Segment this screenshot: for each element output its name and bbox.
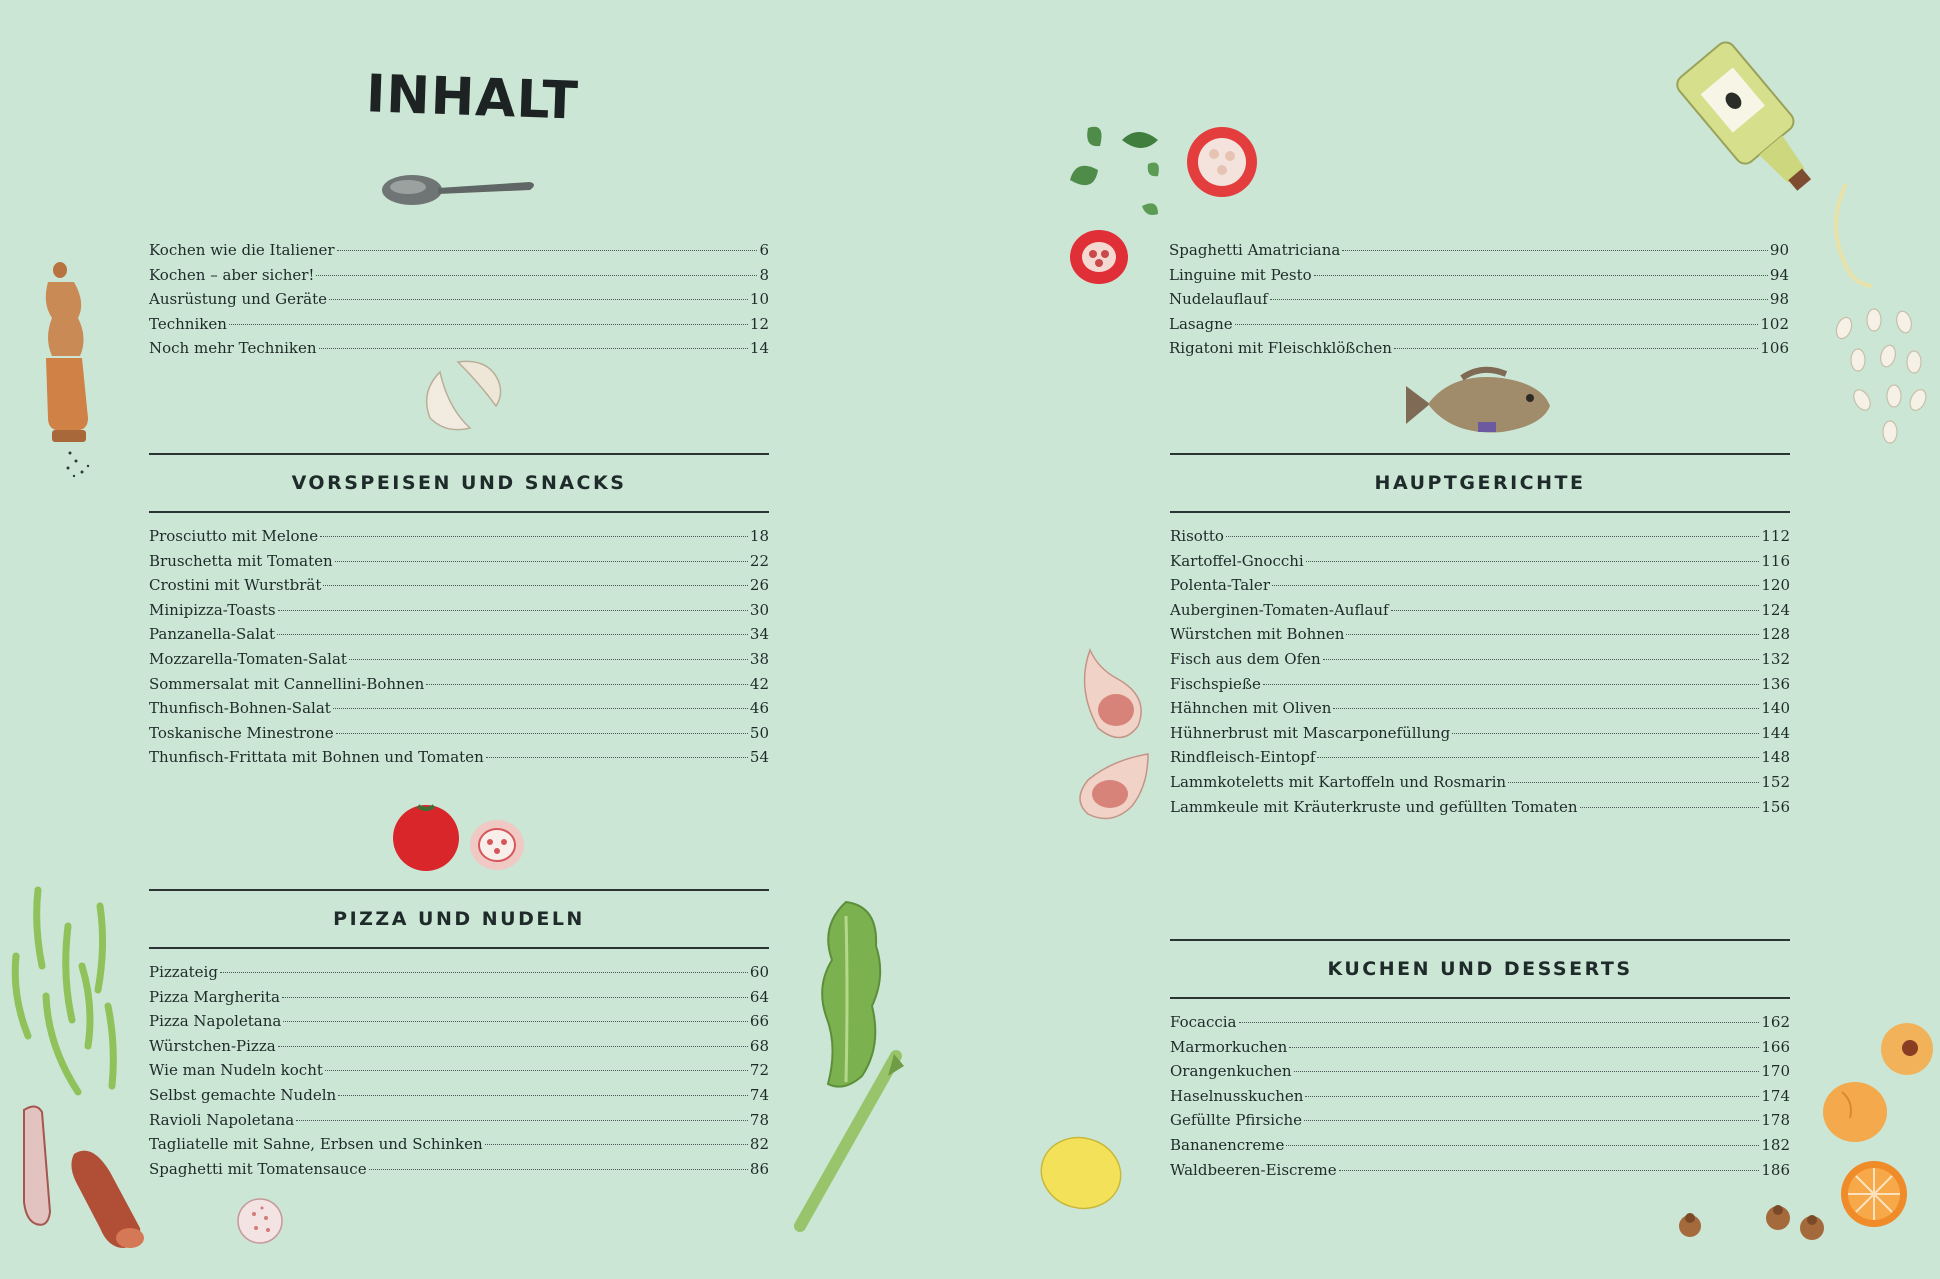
toc-entry: [1170, 1059, 1790, 1084]
toc-leader-dots: [335, 561, 748, 562]
toc-entry: [1169, 336, 1789, 361]
toc-entry-title: Fischspieße: [1170, 674, 1261, 693]
toc-entry: [1170, 1010, 1790, 1035]
toc-entry: [149, 1157, 769, 1182]
toc-entry: [149, 524, 769, 549]
toc-entry-title: Spaghetti Amatriciana: [1169, 241, 1341, 259]
toc-entry-title: Kochen wie die Italiener: [149, 241, 335, 259]
toc-leader-dots: [1306, 561, 1760, 562]
toc-leader-dots: [1394, 348, 1758, 349]
toc-entry-title: Ausrüstung und Geräte: [149, 290, 328, 309]
toc-entry: [1170, 1084, 1790, 1109]
toc-entry-title: Pizza Napoletana: [149, 1012, 282, 1031]
toc-entry-page: 162: [1761, 1013, 1790, 1031]
toc-leader-dots: [1294, 1071, 1760, 1072]
toc-entry-title: Würstchen-Pizza: [149, 1036, 276, 1055]
toc-entry-page: 10: [749, 290, 769, 309]
toc-entry: [149, 622, 769, 647]
toc-entry-title: Hähnchen mit Oliven: [1170, 699, 1332, 718]
toc-leader-dots: [296, 1120, 748, 1121]
toc-leader-dots: [1239, 1022, 1760, 1023]
toc-leader-dots: [1263, 684, 1760, 685]
toc-entry-page: 46: [749, 699, 769, 718]
toc-entry-title: Waldbeeren-Eiscreme: [1170, 1160, 1337, 1179]
toc-entry: [1170, 1133, 1790, 1158]
toc-leader-dots: [1333, 708, 1759, 709]
toc-entry-page: 124: [1761, 600, 1790, 619]
toc-entry-page: 64: [749, 987, 769, 1006]
toc-entry-page: 178: [1761, 1111, 1790, 1130]
asparagus-icon: [786, 1050, 906, 1232]
toc-entry-page: 128: [1761, 625, 1790, 644]
toc-entry-page: 60: [749, 963, 769, 981]
toc-leader-dots: [1508, 782, 1759, 783]
toc-vorspeisen: [149, 524, 769, 770]
toc-leader-dots: [1346, 634, 1759, 635]
garlic-icon: [418, 358, 510, 434]
toc-entry-page: 66: [749, 1012, 769, 1031]
toc-leader-dots: [1452, 733, 1759, 734]
toc-entry-page: 182: [1761, 1135, 1790, 1154]
toc-leader-dots: [349, 659, 748, 660]
basil-icon: [1066, 118, 1176, 228]
toc-leader-dots: [1580, 807, 1760, 808]
toc-entry: [1170, 795, 1790, 820]
toc-entry: [149, 647, 769, 672]
toc-entry: [1169, 312, 1789, 337]
toc-entry: [1170, 549, 1790, 574]
toc-leader-dots: [278, 610, 748, 611]
toc-entry-page: 78: [749, 1110, 769, 1129]
toc-entry-page: 8: [759, 265, 769, 284]
toc-leader-dots: [325, 1070, 748, 1071]
toc-entry: [149, 573, 769, 598]
toc-leader-dots: [337, 250, 758, 251]
toc-entry: [149, 672, 769, 697]
toc-entry-page: 132: [1761, 649, 1790, 668]
toc-entry-page: 72: [749, 1061, 769, 1080]
spoon-icon: [380, 168, 540, 212]
toc-entry-page: 42: [749, 674, 769, 693]
toc-entry-title: Ravioli Napoletana: [149, 1110, 295, 1129]
toc-entry: [1170, 745, 1790, 770]
toc-entry: [1170, 573, 1790, 598]
toc-entry-title: Prosciutto mit Melone: [149, 527, 319, 545]
fish-icon: [1402, 364, 1554, 444]
olive-oil-bottle-icon: [1676, 36, 1886, 296]
toc-entry-page: 106: [1760, 339, 1789, 358]
section-heading-desserts: KUCHEN UND DESSERTS: [1170, 939, 1790, 999]
white-beans-icon: [1830, 300, 1930, 450]
toc-entry-title: Spaghetti mit Tomatensauce: [149, 1159, 367, 1178]
toc-leader-dots: [220, 972, 748, 973]
toc-entry-title: Kartoffel-Gnocchi: [1170, 551, 1304, 570]
toc-entry-page: 12: [749, 314, 769, 333]
toc-entry-page: 186: [1761, 1160, 1790, 1179]
toc-entry: [1170, 1035, 1790, 1060]
toc-entry: [149, 1108, 769, 1133]
toc-entry-title: Selbst gemachte Nudeln: [149, 1085, 337, 1104]
toc-entry-title: Gefüllte Pfirsiche: [1170, 1111, 1303, 1130]
toc-entry: [1170, 1158, 1790, 1183]
toc-entry-title: Rigatoni mit Fleischklößchen: [1169, 339, 1392, 358]
toc-entry-page: 98: [1769, 290, 1789, 309]
toc-entry-title: Orangenkuchen: [1170, 1062, 1292, 1081]
toc-entry: [1170, 622, 1790, 647]
toc-entry-page: 34: [749, 625, 769, 644]
peach-icon: [1820, 1078, 1890, 1144]
toc-leader-dots: [485, 1144, 748, 1145]
toc-entry-title: Polenta-Taler: [1170, 576, 1270, 595]
toc-entry-title: Toskanische Minestrone: [149, 723, 334, 742]
toc-leader-dots: [1339, 1170, 1760, 1171]
tomato-icon: [390, 800, 464, 872]
toc-entry-title: Thunfisch-Bohnen-Salat: [149, 699, 331, 718]
toc-entry-page: 120: [1761, 576, 1790, 595]
toc-leader-dots: [1270, 299, 1768, 300]
toc-entry-title: Pizza Margherita: [149, 987, 280, 1006]
toc-desserts: [1170, 1010, 1790, 1182]
toc-leader-dots: [333, 708, 748, 709]
toc-leader-dots: [316, 275, 757, 276]
toc-entry-title: Lammkoteletts mit Kartoffeln und Rosmarin: [1170, 772, 1507, 791]
toc-leader-dots: [1289, 1047, 1759, 1048]
toc-entry-title: Bananencreme: [1170, 1135, 1285, 1154]
toc-leader-dots: [319, 348, 748, 349]
tomato-icon: [1184, 124, 1260, 200]
toc-entry-title: Linguine mit Pesto: [1169, 265, 1312, 284]
section-heading-hauptgerichte: HAUPTGERICHTE: [1170, 453, 1790, 513]
toc-entry-title: Wie man Nudeln kocht: [149, 1061, 323, 1080]
toc-entry: [149, 287, 769, 312]
toc-leader-dots: [336, 733, 748, 734]
toc-entry-page: 166: [1761, 1037, 1790, 1056]
page-title: INHALT: [365, 64, 580, 132]
toc-entry-page: 152: [1761, 772, 1790, 791]
salami-icon: [12, 1102, 152, 1252]
toc-entry: [1170, 672, 1790, 697]
toc-entry-page: 102: [1760, 314, 1789, 333]
toc-entry-page: 14: [749, 339, 769, 358]
peach-icon: [1878, 1020, 1936, 1078]
toc-leader-dots: [1391, 610, 1760, 611]
toc-entry-page: 54: [749, 748, 769, 767]
toc-leader-dots: [1323, 659, 1760, 660]
toc-pizza: [149, 960, 769, 1181]
toc-entry-page: 50: [749, 723, 769, 742]
toc-entry-title: Techniken: [149, 314, 227, 333]
toc-leader-dots: [229, 324, 748, 325]
toc-leader-dots: [320, 536, 748, 537]
toc-entry: [149, 598, 769, 623]
toc-leader-dots: [1304, 1120, 1759, 1121]
toc-entry-page: 144: [1761, 723, 1790, 742]
toc-entry-page: 94: [1769, 265, 1789, 284]
toc-leader-dots: [278, 1046, 748, 1047]
toc-entry: [149, 745, 769, 770]
toc-entry-title: Lammkeule mit Kräuterkruste und gefüllten Tomaten: [1170, 797, 1578, 816]
toc-entry: [1170, 721, 1790, 746]
toc-hauptgerichte: [1170, 524, 1790, 819]
toc-entry-page: 74: [749, 1085, 769, 1104]
toc-leader-dots: [1305, 1096, 1759, 1097]
toc-entry: [1170, 770, 1790, 795]
toc-entry-title: Minipizza-Toasts: [149, 600, 276, 619]
toc-entry-page: 174: [1761, 1086, 1790, 1105]
toc-leader-dots: [323, 585, 748, 586]
toc-leader-dots: [277, 634, 748, 635]
toc-entry-title: Fisch aus dem Ofen: [1170, 649, 1321, 668]
toc-entry-title: Risotto: [1170, 527, 1224, 545]
salami-icon: [236, 1196, 284, 1246]
toc-entry: [1170, 1108, 1790, 1133]
toc-leader-dots: [1235, 324, 1759, 325]
toc-leader-dots: [329, 299, 748, 300]
toc-entry-title: Sommersalat mit Cannellini-Bohnen: [149, 674, 425, 693]
toc-leader-dots: [1317, 757, 1759, 758]
fig-icon: [1072, 750, 1152, 822]
toc-leader-dots: [283, 1021, 748, 1022]
toc-entry: [149, 238, 769, 263]
toc-leader-dots: [1226, 536, 1759, 537]
section-heading-vorspeisen: VORSPEISEN UND SNACKS: [149, 453, 769, 513]
toc-entry-page: 82: [749, 1135, 769, 1154]
toc-leader-dots: [338, 1095, 748, 1096]
toc-leader-dots: [426, 684, 748, 685]
toc-entry: [149, 1034, 769, 1059]
toc-entry-title: Panzanella-Salat: [149, 625, 275, 644]
toc-leader-dots: [282, 997, 748, 998]
section-heading-pizza: PIZZA UND NUDELN: [149, 889, 769, 949]
toc-entry-page: 170: [1761, 1062, 1790, 1081]
toc-entry-title: Nudelauflauf: [1169, 290, 1268, 309]
toc-entry: [1170, 524, 1790, 549]
toc-entry-title: Thunfisch-Frittata mit Bohnen und Tomaten: [149, 748, 484, 767]
toc-entry: [1170, 598, 1790, 623]
toc-entry-title: Hühnerbrust mit Mascarponefüllung: [1170, 723, 1451, 742]
orange-icon: [1838, 1158, 1910, 1230]
toc-entry-page: 156: [1761, 797, 1790, 816]
toc-entry-title: Focaccia: [1170, 1013, 1237, 1031]
toc-entry-title: Haselnusskuchen: [1170, 1086, 1304, 1105]
toc-entry-page: 68: [749, 1036, 769, 1055]
toc-entry-title: Lasagne: [1169, 314, 1233, 333]
toc-entry-page: 90: [1769, 241, 1789, 259]
toc-leader-dots: [1286, 1145, 1759, 1146]
toc-entry-page: 116: [1761, 551, 1790, 570]
toc-entry-title: Kochen – aber sicher!: [149, 265, 315, 284]
toc-entry-page: 136: [1761, 674, 1790, 693]
toc-entry: [149, 1058, 769, 1083]
toc-entry-title: Crostini mit Wurstbrät: [149, 576, 322, 595]
toc-leader-dots: [486, 757, 748, 758]
toc-entry-page: 22: [749, 551, 769, 570]
toc-entry-title: Mozzarella-Tomaten-Salat: [149, 649, 347, 668]
toc-entry: [149, 1083, 769, 1108]
toc-entry-page: 30: [749, 600, 769, 619]
lemon-icon: [1036, 1132, 1126, 1214]
toc-entry-page: 38: [749, 649, 769, 668]
toc-entry: [149, 263, 769, 288]
toc-entry: [149, 312, 769, 337]
toc-entry-title: Noch mehr Techniken: [149, 339, 317, 358]
toc-entry: [149, 721, 769, 746]
toc-entry: [149, 549, 769, 574]
toc-leader-dots: [369, 1169, 748, 1170]
toc-entry-title: Marmorkuchen: [1170, 1037, 1288, 1056]
toc-entry-page: 26: [749, 576, 769, 595]
toc-entry: [149, 985, 769, 1010]
toc-entry-title: Pizzateig: [149, 963, 218, 981]
fig-icon: [1076, 648, 1148, 748]
toc-entry-title: Rindfleisch-Eintopf: [1170, 748, 1316, 767]
toc-entry-page: 86: [749, 1159, 769, 1178]
tomato-icon: [1068, 228, 1130, 286]
toc-entry-title: Auberginen-Tomaten-Auflauf: [1170, 600, 1389, 619]
toc-entry-page: 140: [1761, 699, 1790, 718]
pepper-mill-icon: [30, 258, 120, 478]
toc-entry: [149, 960, 769, 985]
toc-intro: [149, 238, 769, 361]
toc-entry-page: 148: [1761, 748, 1790, 767]
toc-entry-title: Würstchen mit Bohnen: [1170, 625, 1345, 644]
toc-entry: [1170, 647, 1790, 672]
toc-entry: [149, 696, 769, 721]
hazelnut-icon: [1672, 1198, 1832, 1248]
toc-entry-title: Bruschetta mit Tomaten: [149, 551, 333, 570]
toc-entry-title: Tagliatelle mit Sahne, Erbsen und Schinken: [149, 1135, 483, 1154]
toc-leader-dots: [1272, 585, 1759, 586]
toc-entry: [149, 1009, 769, 1034]
tomato-icon: [468, 818, 526, 872]
toc-entry-page: 112: [1761, 527, 1790, 545]
toc-entry-page: 6: [759, 241, 769, 259]
green-beans-icon: [8, 886, 128, 1106]
toc-entry: [1170, 696, 1790, 721]
toc-entry: [149, 1132, 769, 1157]
toc-entry-page: 18: [749, 527, 769, 545]
